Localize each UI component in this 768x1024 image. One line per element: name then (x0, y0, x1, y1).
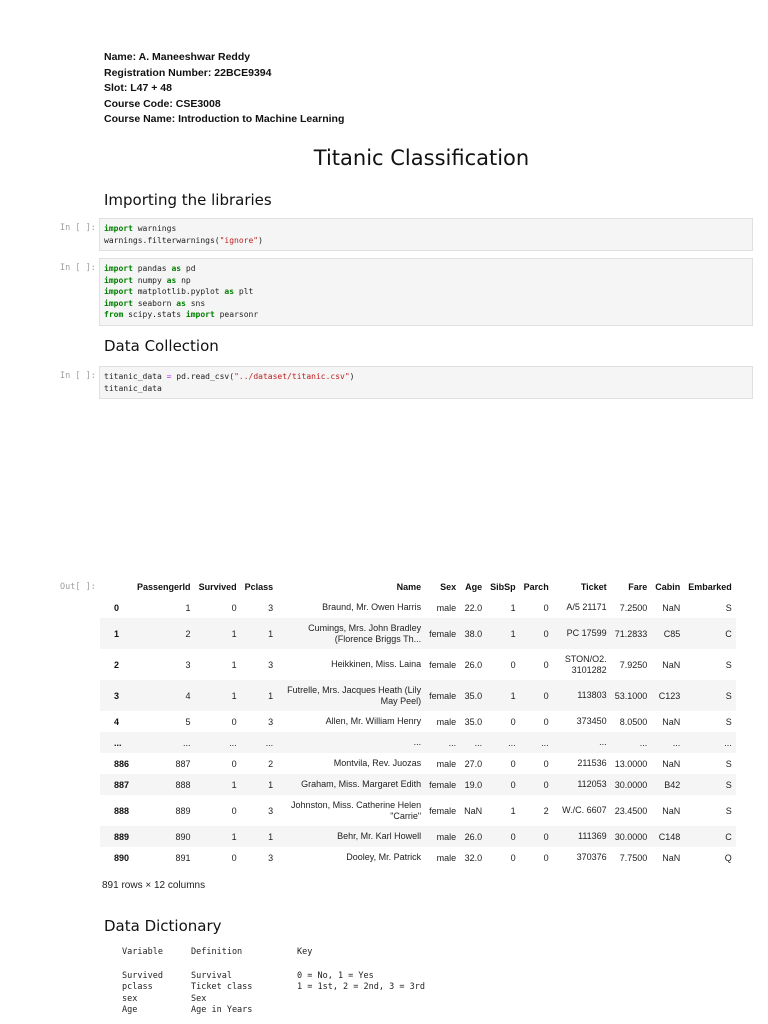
input-prompt-3: In [ ]: (60, 371, 96, 381)
table-cell: 53.1000 (614, 690, 648, 701)
table-cell: STON/O2. 3101282 (564, 653, 607, 675)
table-cell: 891 (175, 852, 191, 863)
row-count-note: 891 rows × 12 columns (102, 880, 206, 891)
row-index: 1 (114, 628, 120, 639)
table-cell: 0 (231, 602, 237, 613)
table-cell: Graham, Miss. Margaret Edith (301, 779, 422, 789)
table-cell: 26.0 (464, 831, 483, 842)
table-cell: 0 (543, 831, 549, 842)
dictionary-cell: Ticket class (191, 982, 253, 992)
table-cell: 1 (185, 602, 191, 613)
table-cell: ... (639, 737, 648, 748)
column-header: Cabin (655, 582, 681, 592)
table-body (100, 597, 736, 868)
table-cell: Johnston, Miss. Catherine Helen "Carrie" (291, 799, 422, 821)
table-cell: 112053 (577, 779, 607, 789)
table-cell: 2 (543, 805, 549, 816)
table-cell: Cumings, Mrs. John Bradley (Florence Briggs Th... (308, 622, 422, 644)
table-cell: 0 (543, 690, 549, 701)
table-cell: 1 (231, 690, 237, 701)
table-cell: ... (265, 737, 274, 748)
dictionary-header-row (122, 947, 425, 959)
table-cell: A/5 21171 (566, 602, 607, 612)
table-cell: 0 (543, 779, 549, 790)
table-cell: Futrelle, Mrs. Jacques Heath (Lily May Peel) (287, 684, 422, 706)
table-cell: 0 (510, 831, 516, 842)
table-row (100, 753, 736, 774)
row-index: 2 (114, 659, 120, 670)
table-cell: 26.0 (464, 659, 483, 670)
table-cell: Q (724, 852, 732, 863)
table-cell: PC 17599 (566, 628, 607, 638)
table-cell: 1 (268, 690, 274, 701)
table-cell: 7.7500 (619, 852, 648, 863)
table-cell: 19.0 (464, 779, 483, 790)
table-cell: 3 (268, 602, 274, 613)
table-cell: S (725, 758, 732, 769)
table-cell: male (436, 758, 457, 769)
table-cell: 0 (543, 602, 549, 613)
table-row (100, 847, 736, 868)
table-cell: 8.0500 (619, 716, 648, 727)
slot: Slot: L47 + 48 (104, 82, 172, 94)
row-index: 4 (114, 716, 120, 727)
table-cell: 3 (268, 716, 274, 727)
table-cell: 1 (510, 805, 516, 816)
registration-number: Registration Number: 22BCE9394 (104, 66, 272, 79)
table-row (100, 826, 736, 847)
table-cell: 1 (231, 831, 237, 842)
table-cell: 0 (510, 852, 516, 863)
student-name: Name: A. Maneeshwar Reddy (104, 51, 251, 63)
table-cell: 1 (268, 831, 274, 842)
row-index: 889 (114, 831, 130, 842)
row-index: 886 (114, 758, 130, 769)
table-cell: Heikkinen, Miss. Laina (331, 659, 422, 669)
column-header: Parch (523, 582, 549, 592)
table-cell: 5 (185, 716, 191, 727)
table-cell: S (725, 779, 732, 790)
row-index: 0 (114, 602, 120, 613)
table-cell: ... (474, 737, 483, 748)
table-cell: 3 (268, 852, 274, 863)
table-cell: 113803 (577, 690, 607, 700)
table-cell: 890 (175, 831, 191, 842)
table-cell: female (429, 805, 457, 816)
table-cell: S (725, 602, 732, 613)
table-cell: NaN (662, 805, 681, 816)
table-row (100, 680, 736, 711)
table-cell: NaN (464, 805, 483, 816)
table-cell: male (436, 716, 457, 727)
course-name: Course Name: Introduction to Machine Learning (104, 113, 345, 125)
data-dictionary (122, 947, 425, 1017)
table-cell: 373450 (576, 716, 607, 726)
table-cell: C148 (658, 831, 681, 842)
index-header (100, 577, 133, 597)
table-cell: ... (229, 737, 237, 748)
code-cell-2[interactable]: import pandas as pd import numpy as np import matplotlib.pyplot as plt import seaborn as sns from scipy.stats import pearsonr (99, 258, 753, 326)
student-info (104, 50, 344, 128)
table-cell: 0 (543, 852, 549, 863)
section-heading-dictionary: Data Dictionary (104, 917, 222, 935)
table-cell: Allen, Mr. William Henry (325, 716, 422, 726)
column-header: PassengerId (137, 582, 191, 592)
table-cell: 0 (543, 758, 549, 769)
row-index: 890 (114, 852, 130, 863)
dictionary-cell: pclass (122, 982, 153, 992)
table-cell: ... (672, 737, 681, 748)
table-cell: 111369 (577, 831, 607, 841)
dictionary-row (122, 994, 425, 1006)
table-cell: 38.0 (464, 628, 483, 639)
table-cell: ... (541, 737, 549, 748)
table-cell: 3 (185, 659, 191, 670)
table-cell: 0 (510, 716, 516, 727)
table-cell: 23.4500 (614, 805, 648, 816)
table-cell: 1 (510, 690, 516, 701)
column-header: Age (465, 582, 483, 592)
dictionary-cell: Age (122, 1005, 138, 1015)
table-row (100, 795, 736, 826)
table-cell: 71.2833 (614, 628, 648, 639)
output-prompt: Out[ ]: (60, 582, 96, 592)
table-cell: ... (599, 737, 607, 747)
table-cell: 0 (231, 805, 237, 816)
table-cell: Dooley, Mr. Patrick (346, 852, 422, 862)
table-cell: S (725, 805, 732, 816)
input-prompt-2: In [ ]: (60, 263, 96, 273)
table-cell: female (429, 779, 457, 790)
table-cell: W./C. 6607 (562, 805, 607, 815)
table-cell: 0 (543, 659, 549, 670)
table-cell: 1 (268, 628, 274, 639)
table-cell: 0 (231, 716, 237, 727)
table-cell: 30.0000 (614, 831, 648, 842)
table-cell: 2 (185, 628, 191, 639)
dictionary-row (122, 1005, 425, 1017)
table-cell: 0 (543, 628, 549, 639)
table-cell: 2 (268, 758, 274, 769)
dictionary-cell: 0 = No, 1 = Yes (297, 970, 374, 981)
table-cell: 0 (510, 659, 516, 670)
table-cell: 7.2500 (619, 602, 648, 613)
table-cell: C123 (658, 690, 681, 701)
code-cell-1[interactable]: import warnings warnings.filterwarnings("ignore") (99, 218, 753, 251)
table-cell: ... (183, 737, 191, 748)
dictionary-row (122, 982, 425, 994)
column-header: Sex (440, 582, 457, 592)
dictionary-cell: Variable (122, 947, 163, 957)
table-header-row (100, 577, 736, 597)
table-cell: NaN (662, 852, 681, 863)
table-cell: ... (508, 737, 516, 748)
dictionary-cell: Key (297, 947, 313, 957)
row-index: 3 (114, 690, 120, 701)
table-cell: Behr, Mr. Karl Howell (337, 831, 422, 841)
table-row (100, 711, 736, 732)
column-header: Fare (628, 582, 648, 592)
table-cell: C (725, 628, 732, 639)
table-cell: 0 (231, 758, 237, 769)
table-cell: S (725, 659, 732, 670)
dictionary-cell: Sex (191, 993, 207, 1004)
dataframe-table (100, 577, 736, 868)
table-cell: S (725, 716, 732, 727)
table-cell: NaN (662, 659, 681, 670)
dictionary-cell: Survival (191, 970, 232, 981)
table-cell: 3 (268, 805, 274, 816)
dictionary-row (122, 971, 425, 983)
table-cell: female (429, 659, 457, 670)
table-cell: 887 (175, 758, 191, 769)
row-index: ... (114, 737, 122, 748)
column-header: Survived (198, 582, 237, 592)
table-cell: 0 (231, 852, 237, 863)
column-header: Name (396, 582, 422, 592)
table-cell: 1 (268, 779, 274, 790)
table-row (100, 597, 736, 618)
table-cell: B42 (664, 779, 681, 790)
table-cell: 27.0 (464, 758, 483, 769)
table-row (100, 732, 736, 753)
section-heading-libraries: Importing the libraries (104, 191, 272, 209)
dictionary-cell: Survived (122, 970, 163, 981)
column-header: Pclass (244, 582, 274, 592)
table-cell: 370376 (576, 852, 607, 862)
column-header: Embarked (688, 582, 732, 592)
table-cell: NaN (662, 758, 681, 769)
table-cell: C (725, 831, 732, 842)
dictionary-cell: sex (122, 993, 138, 1004)
table-cell: 1 (231, 779, 237, 790)
table-cell: NaN (662, 602, 681, 613)
dictionary-cell: Definition (191, 947, 243, 957)
table-cell: male (436, 852, 457, 863)
table-cell: ... (413, 737, 422, 747)
table-cell: male (436, 602, 457, 613)
table-cell: male (436, 831, 457, 842)
table-row (100, 618, 736, 649)
table-cell: 888 (175, 779, 191, 790)
table-cell: 32.0 (464, 852, 483, 863)
table-cell: 0 (543, 716, 549, 727)
table-cell: 7.9250 (619, 659, 648, 670)
table-cell: 1 (231, 628, 237, 639)
table-cell: Montvila, Rev. Juozas (333, 758, 422, 768)
dictionary-cell: 1 = 1st, 2 = 2nd, 3 = 3rd (297, 982, 425, 992)
row-index: 887 (114, 779, 130, 790)
table-cell: ... (448, 737, 457, 748)
table-cell: 1 (231, 659, 237, 670)
table-cell: S (725, 690, 732, 701)
page-title: Titanic Classification (313, 146, 530, 170)
input-prompt-1: In [ ]: (60, 223, 96, 233)
table-cell: 30.0000 (614, 779, 648, 790)
code-cell-3[interactable]: titanic_data = pd.read_csv("../dataset/titanic.csv") titanic_data (99, 366, 753, 399)
column-header: SibSp (490, 582, 516, 592)
table-cell: 35.0 (464, 690, 483, 701)
table-cell: 3 (268, 659, 274, 670)
table-cell: 22.0 (464, 602, 483, 613)
section-heading-collection: Data Collection (104, 337, 219, 355)
table-cell: 889 (175, 805, 191, 816)
table-cell: female (429, 628, 457, 639)
table-cell: ... (724, 737, 732, 748)
table-cell: 4 (185, 690, 191, 701)
course-code: Course Code: CSE3008 (104, 97, 221, 110)
table-cell: female (429, 690, 457, 701)
row-index: 888 (114, 805, 130, 816)
table-cell: 211536 (577, 758, 607, 768)
table-cell: 1 (510, 628, 516, 639)
column-header: Ticket (580, 582, 607, 592)
table-cell: C85 (663, 628, 681, 639)
table-cell: Braund, Mr. Owen Harris (322, 602, 422, 612)
table-cell: 0 (510, 779, 516, 790)
table-cell: 1 (510, 602, 516, 613)
table-cell: 13.0000 (614, 758, 648, 769)
dictionary-cell: Age in Years (191, 1005, 253, 1015)
table-cell: NaN (662, 716, 681, 727)
table-cell: 0 (510, 758, 516, 769)
table-row (100, 774, 736, 795)
table-row (100, 649, 736, 680)
table-cell: 35.0 (464, 716, 483, 727)
